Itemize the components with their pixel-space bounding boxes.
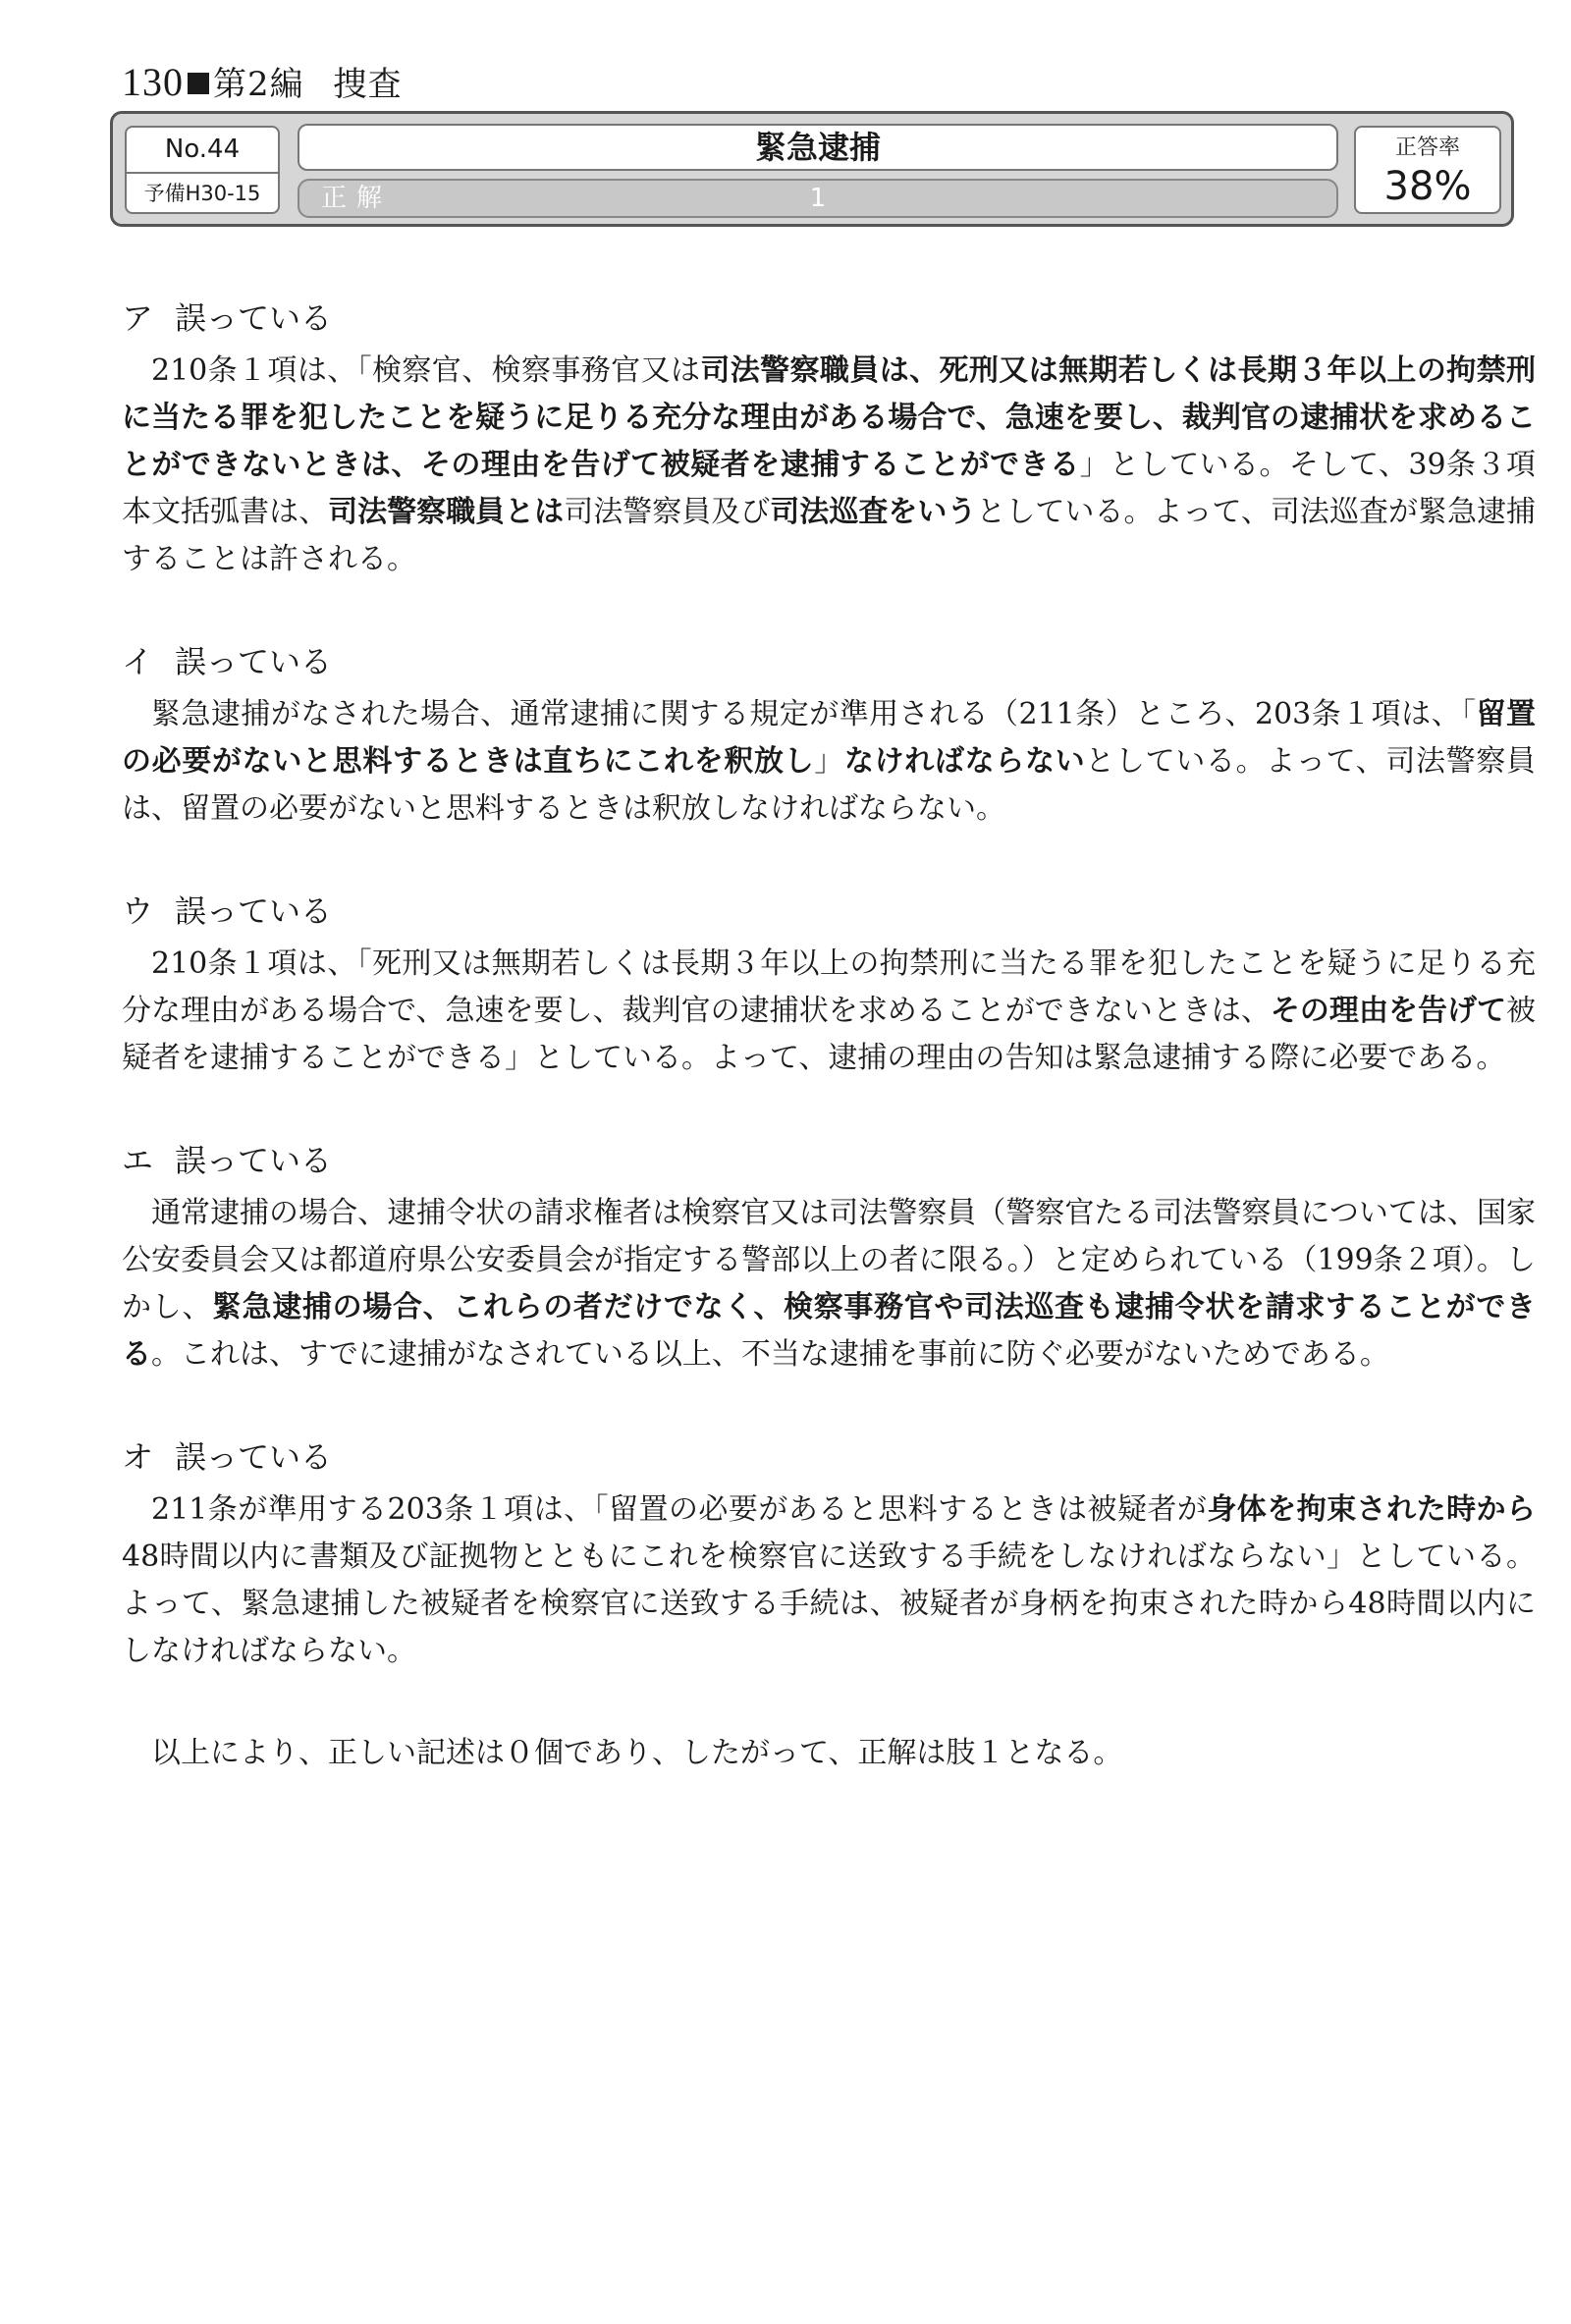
- answer-label: 正解: [321, 184, 393, 213]
- item-heading: [122, 1433, 1536, 1481]
- body-text: 210条１項は、「検察官、検察事務官又は: [151, 353, 701, 388]
- correct-rate-value: 38%: [1383, 164, 1472, 209]
- emphasized-text: その理由を告げて: [1270, 994, 1507, 1028]
- item-marker: ウ: [122, 892, 154, 930]
- item-verdict: 誤っている: [175, 1438, 333, 1476]
- running-head: [122, 57, 403, 105]
- item-heading: [122, 638, 1536, 685]
- body-text: 被疑者を逮捕することができる」としている。よって、逮捕の理由の告知は緊急逮捕する際に必要である。: [122, 994, 1537, 1075]
- answer-value: 1: [809, 184, 827, 213]
- question-source: 予備H30-15: [143, 182, 261, 205]
- body-text: 緊急逮捕がなされた場合、通常逮捕に関する規定が準用される（211条）ところ、203条１項は、「: [151, 697, 1477, 731]
- emphasized-text: 司法巡査をいう: [770, 495, 977, 529]
- part-label: 第2編: [213, 65, 304, 104]
- item-verdict: 誤っている: [175, 1142, 333, 1179]
- item-explanation: [122, 1190, 1536, 1378]
- square-mark-icon: [188, 73, 209, 94]
- emphasized-text: 留置の必要がないと思料するときは直ちにこれを釈放し: [122, 697, 1536, 779]
- item-explanation: [122, 348, 1536, 583]
- emphasized-text: 身体を拘束された時から: [1207, 1492, 1536, 1527]
- explanation-body: [122, 295, 1536, 1777]
- emphasized-text: 緊急逮捕の場合、これらの者だけでなく、検察事務官や司法巡査も逮捕令状を請求することができる: [122, 1290, 1536, 1372]
- item-marker: エ: [122, 1142, 154, 1179]
- item-verdict: 誤っている: [175, 299, 333, 337]
- emphasized-text: なければならない: [843, 744, 1086, 779]
- explanation-item: [122, 1433, 1536, 1675]
- item-marker: イ: [122, 643, 154, 680]
- answer-bar: [298, 179, 1338, 218]
- section-label: 捜査: [333, 65, 403, 104]
- item-heading: [122, 1137, 1536, 1184]
- item-marker: ア: [122, 299, 154, 337]
- body-text: としている。よって、司法巡査が緊急逮捕することは許される。: [122, 495, 1537, 576]
- item-verdict: 誤っている: [175, 643, 333, 680]
- body-text: 211条が準用する203条１項は、「留置の必要があると思料するときは被疑者が: [151, 1492, 1208, 1527]
- item-explanation: [122, 691, 1536, 833]
- item-heading: [122, 888, 1536, 935]
- emphasized-text: 司法警察職員とは: [328, 495, 565, 529]
- correct-rate-label: 正答率: [1394, 135, 1460, 160]
- conclusion: 以上により、正しい記述は０個であり、したがって、正解は肢１となる。: [151, 1736, 1123, 1770]
- body-text: 」としている。そして、39条３項本文括弧書は、: [122, 448, 1537, 529]
- correct-rate-panel: [1354, 126, 1501, 214]
- item-explanation: [122, 1486, 1536, 1675]
- body-text: 48時間以内に書類及び証拠物とともにこれを検察官に送致する手続をしなければならない」としている。よって、緊急逮捕した被疑者を検察官に送致する手続は、被疑者が身柄を拘束された時から48時間以内にしなければならない。: [122, 1540, 1536, 1668]
- question-number: No.44: [127, 128, 278, 174]
- emphasized-text: 司法警察職員は、死刑又は無期若しくは長期３年以上の拘禁刑に当たる罪を犯したことを疑うに足りる充分な理由がある場合で、急速を要し、裁判官の逮捕状を求めることができないときは、その理由を告げて被疑者を逮捕することができる: [122, 353, 1536, 482]
- item-marker: オ: [122, 1438, 154, 1476]
- item-verdict: 誤っている: [175, 892, 333, 930]
- body-text: 210条１項は、「死刑又は無期若しくは長期３年以上の拘禁刑に当たる罪を犯したことを疑うに足りる充分な理由がある場合で、急速を要し、裁判官の逮捕状を求めることができないときは、: [122, 946, 1536, 1028]
- item-explanation: [122, 941, 1536, 1082]
- item-heading: [122, 295, 1536, 342]
- body-text: 通常逮捕の場合、逮捕令状の請求権者は検察官又は司法警察員（警察官たる司法警察員については、国家公安委員会又は都道府県公安委員会が指定する警部以上の者に限る。）と定められている（199条２項）。しかし、: [122, 1196, 1536, 1324]
- page-number: 130: [122, 60, 184, 104]
- explanation-item: [122, 1137, 1536, 1378]
- question-header-box: [110, 111, 1514, 227]
- body-text: としている。よって、司法警察員は、留置の必要がないと思料するときは釈放しなければならない。: [122, 744, 1537, 826]
- explanation-item: [122, 888, 1536, 1082]
- question-title: 緊急逮捕: [298, 124, 1338, 171]
- question-id-panel: [125, 126, 280, 214]
- body-text: 」: [814, 744, 844, 779]
- body-text: 。これは、すでに逮捕がなされている以上、不当な逮捕を事前に防ぐ必要がないためである。: [151, 1337, 1389, 1372]
- explanation-item: [122, 638, 1536, 833]
- explanation-item: [122, 295, 1536, 583]
- body-text: 司法警察員及び: [564, 495, 771, 529]
- explanation-items: [122, 295, 1536, 1675]
